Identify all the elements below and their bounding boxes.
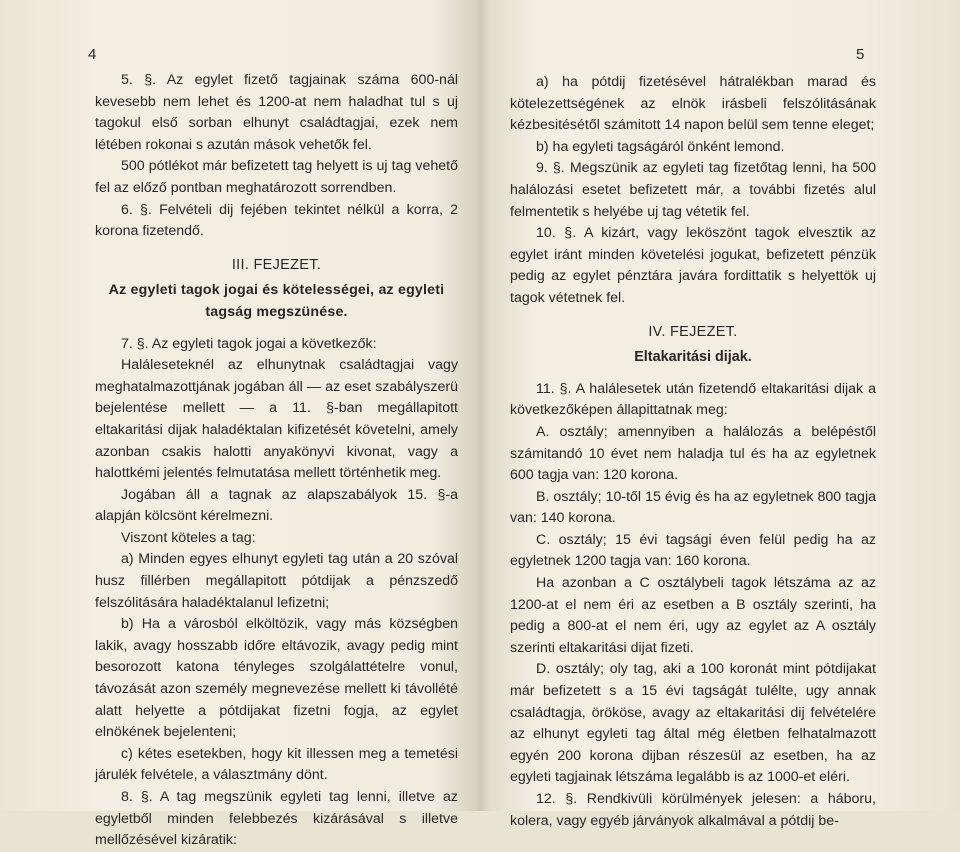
paragraph: Viszont köteles a tag:: [121, 529, 256, 546]
paragraph: 10. §. A kizárt, vagy leköszönt tagok elvesztik az egylet iránt minden követelési jogukat, befizetett pénzük pedig az egylet pénztára javára fordittatik s helyettök uj tagok vétetnek fel.: [510, 225, 876, 306]
page-text: [95, 70, 458, 852]
paragraph: Jogában áll a tagnak az alapszabályok 15. §-a alapján kölcsönt kérelmezni.: [95, 486, 458, 525]
paragraph: 7. §. Az egyleti tagok jogai a következők:: [121, 335, 377, 352]
paragraph: 8. §. A tag megszünik egyleti tag lenni, illetve az egyletből minden felebbezés kizárásával s illetve mellőzésével kizáratik:: [95, 789, 458, 849]
paragraph: C. osztály; 15 évi tagsági éven felül pedig ha az egyletnek 1200 tagja van: 160 korona.: [510, 531, 876, 570]
paragraph: 9. §. Megszünik az egyleti tag fizetőtag lenni, ha 500 halálozási esetet befizetett már, a további fizetés alul felmentetik s helyébe uj tag vétetik fel.: [510, 160, 876, 220]
paragraph: a) Minden egyes elhunyt egyleti tag után a 20 szóval husz fillérben megállapitott pótdijak a pénzszedő felszólitására haladéktalanul lefizetni;: [95, 551, 458, 611]
chapter-subtitle: Az egyleti tagok jogai és kötelességei, az egyleti tagság megszünése.: [108, 282, 445, 320]
paragraph: Ha azonban a C osztálybeli tagok létszáma az az 1200-at el nem éri az esetben a B osztály szerinti, ha pedig a 800-at el nem éri, ugy az egylet az A osztály szerinti eltakaritási dijat fizeti.: [510, 575, 876, 656]
page-text: [510, 72, 876, 832]
paragraph: a) ha pótdij fizetésével hátralékban marad és kötelezettségének az elnök irásbeli felszólitásának kézbesitésétől számitott 14 napon belül sem tenne eleget;: [510, 74, 876, 134]
paragraph: D. osztály; oly tag, aki a 100 koronát mint pótdijakat már befizetett s a 15 évi tagságát tulélte, ugy annak családtagja, örököse, avagy az eltakaritási dij felvételére az elhunyt egyleti tag által még életben felhatalmazott egyén 200 korona dijban részesül az esetben, ha az egyleti tagjainak létszáma legalább is az 1000-et eléri.: [510, 661, 876, 786]
paragraph: A. osztály; amennyiben a halálozás a belépéstől számitandó 10 évet nem haladja tul és ha az egyletnek 600 tagja van: 120 korona.: [510, 423, 876, 484]
paragraph: B. osztály; 10-től 15 évig és ha az egyletnek 800 tagja van: 140 korona.: [510, 488, 876, 527]
chapter-subtitle: Eltakaritási dijak.: [634, 349, 752, 366]
chapter-heading: IV. FEJEZET.: [648, 323, 738, 340]
paragraph: c) kétes esetekben, hogy kit illessen meg a temetési járulék felvétele, a választmány dönt.: [95, 745, 458, 784]
paragraph: b) ha egyleti tagságáról önként lemond.: [536, 138, 785, 155]
paragraph: 12. §. Rendkivüli körülmények jelesen: a háboru, kolera, vagy egyéb járványok alkalmával a pótdij be-: [510, 791, 876, 829]
paragraph: 11. §. A halálesetek után fizetendő eltakaritási dijak a következőképen állapittatnak meg:: [510, 380, 876, 419]
page-number: 5: [856, 46, 865, 63]
paragraph: 500 pótlékot már befizetett tag helyett is uj tag vehető fel az előző pontban meghatározott sorrendben.: [95, 158, 458, 196]
paragraph: b) Ha a városból elköltözik, vagy más községben lakik, avagy hosszabb időre eltávozik, avagy pedig mint besorozott katona tényleges szolgálattételre vonul, távozását azon személy megnevezése mellett ki távollété alatt helyette a pótdijakat fizetni fogja, az egylet elnökének bejelenteni;: [95, 616, 458, 741]
left-page: [0, 0, 478, 849]
paragraph: 6. §. Felvételi dij fejében tekintet nélkül a korra, 2 korona fizetendő.: [95, 201, 458, 240]
page-number: 4: [88, 46, 97, 63]
right-page: [480, 0, 960, 829]
paragraph: Haláleseteknél az elhunytnak családtagjai vagy meghatalmazottjának jogában áll — az eset szabályszerü bejelentése mellett — a 11. §-ban megállapitott eltakaritási dijak haladéktalan kifizetését követelni, amely azonban csakis halotti anyakönyvi kivonat, vagy a halottkémi jelentés felmutatása mellett történhetik meg.: [95, 357, 458, 482]
paragraph: 5. §. Az egylet fizető tagjainak száma 600-nál kevesebb nem lehet és 1200-at nem haladhat tul s uj tagokul első sorban elhunyt családtagjai, ezek nem létében rokonai s azután mások vehetők fel.: [95, 72, 458, 153]
chapter-heading: III. FEJEZET.: [231, 256, 322, 273]
